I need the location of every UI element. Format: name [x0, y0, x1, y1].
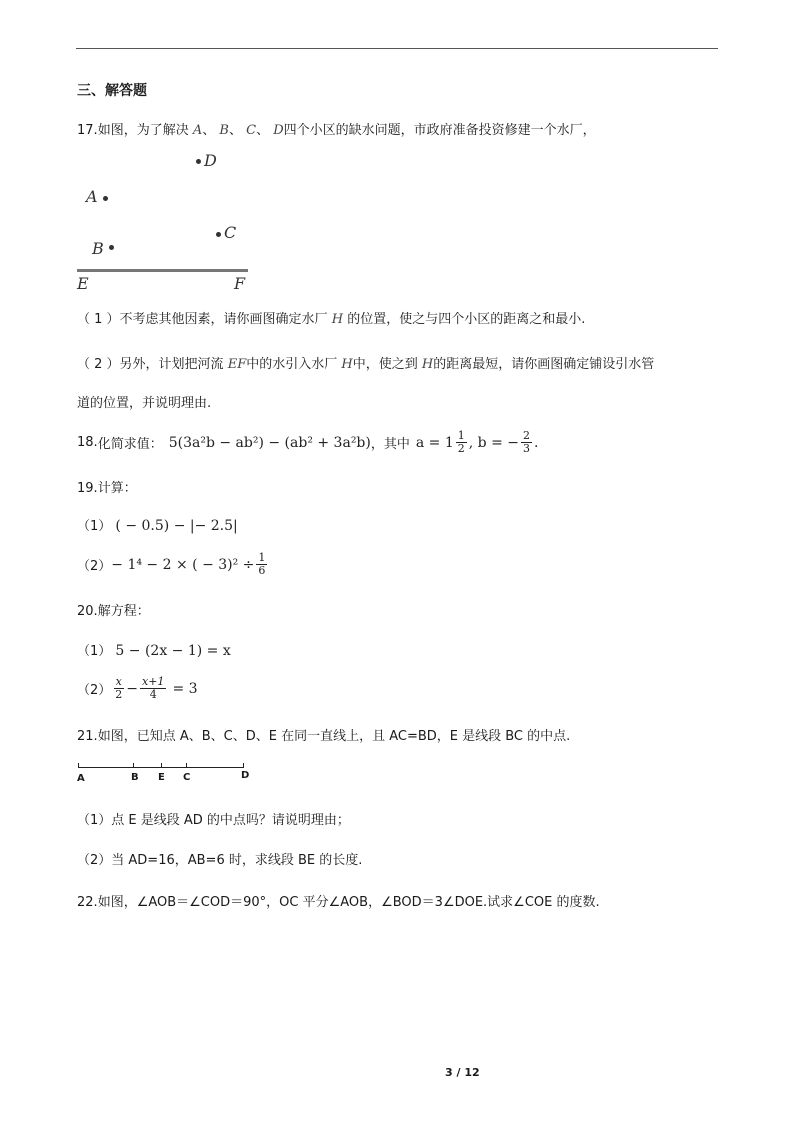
- q22-statement: [77, 891, 600, 910]
- q17-label-e: E: [77, 274, 89, 293]
- q17-dot-c: [216, 232, 221, 237]
- q17-part2-label: （ 2 ）: [77, 357, 120, 372]
- q20-part2-fraction-2: [140, 676, 166, 701]
- q17-part2-h1: H: [341, 357, 353, 372]
- q17-label-b: B: [92, 239, 104, 258]
- q21-tick-c: [186, 763, 187, 768]
- q19-part2-denominator: 6: [258, 564, 266, 577]
- q17-dot-b: [109, 245, 114, 250]
- q17-statement: [77, 119, 596, 138]
- q21-label-e: E: [158, 772, 165, 783]
- q19-part2: [77, 552, 269, 577]
- q17-part2-text-a: 另外，计划把河流: [119, 357, 224, 372]
- q17-dot-d: [196, 159, 201, 164]
- q21-statement: [77, 725, 570, 744]
- q17-point-a: A: [192, 123, 203, 138]
- q18-b-value: , b = −: [468, 434, 519, 451]
- q20-part2-minus: −: [126, 680, 139, 697]
- q21-label-a: A: [77, 773, 85, 784]
- q17-intro-b: 四个小区的缺水问题，市政府准备投资修建一个水厂，: [283, 123, 596, 138]
- q21-label-c: C: [183, 772, 191, 783]
- q17-part2-text-d: 的距离最短，请你画图确定铺设引水管: [433, 357, 655, 372]
- q17-dot-a: [103, 196, 108, 201]
- q18-text-b: ，其中: [370, 437, 410, 452]
- q18-b-fraction: [521, 430, 532, 455]
- q17-part1-label: （ 1 ）: [77, 312, 120, 327]
- q19-part2-expression: − 1⁴ − 2 × ( − 3)² ÷: [111, 556, 255, 573]
- q17-label-d: D: [204, 151, 217, 170]
- q19-part1-expression: ( − 0.5) − |− 2.5|: [115, 518, 238, 534]
- q18-end: .: [534, 434, 539, 451]
- q17-label-f: F: [234, 274, 246, 293]
- q17-part1: [77, 308, 585, 327]
- q20-text: 解方程：: [97, 604, 150, 619]
- q18-expression: 5(3a²b − ab²) − (ab² + 3a²b): [168, 434, 371, 451]
- q21-label-b: B: [131, 772, 139, 783]
- q18-statement: [77, 430, 538, 455]
- q20-part1: [77, 640, 231, 659]
- q17-label-c: C: [224, 223, 237, 242]
- q18-a-numerator: 1: [457, 429, 465, 442]
- q17-point-c: C: [246, 123, 257, 138]
- q21-tick-e: [161, 763, 162, 768]
- q20-f2-numerator: x+1: [142, 675, 165, 688]
- q17-sep-2: 、: [228, 123, 242, 138]
- q17-part1-h: H: [331, 312, 344, 327]
- q18-number: 18.: [77, 435, 98, 450]
- q22-text: 如图，∠AOB＝∠COD＝90°，OC 平分∠AOB，∠BOD＝3∠DOE.试求∠COE 的度数.: [97, 895, 600, 910]
- q17-part2-text-b: 中的水引入水厂: [246, 357, 338, 372]
- q20-part2-equals: = 3: [172, 680, 198, 697]
- q17-sep-3: 、: [256, 123, 270, 138]
- q20-number: 20.: [77, 604, 98, 619]
- q20-part2-label: （2）: [77, 683, 112, 698]
- q17-label-a: A: [86, 187, 98, 206]
- q18-a-denominator: 2: [457, 442, 465, 455]
- q20-part1-expression: 5 − (2x − 1) = x: [115, 643, 231, 659]
- q18-text-a: 化简求值：: [97, 437, 163, 452]
- q22-number: 22.: [77, 895, 98, 910]
- q20-part1-label: （1）: [77, 644, 112, 659]
- q17-part2-text-c: 中，使之到: [352, 357, 418, 372]
- q19-statement: [77, 477, 137, 496]
- q20-statement: [77, 600, 150, 619]
- q20-f2-denominator: 4: [149, 688, 157, 701]
- q19-part1: [77, 515, 238, 534]
- q17-part2-line2: 道的位置，并说明理由.: [77, 396, 212, 411]
- q21-tick-b: [133, 763, 134, 768]
- top-rule: [76, 48, 718, 49]
- q17-point-b: B: [219, 123, 229, 138]
- q21-label-d: D: [241, 770, 250, 781]
- q17-part1-text-a: 不考虑其他因素，请你画图确定水厂: [119, 312, 328, 327]
- q18-a-value: a = 1: [415, 434, 454, 451]
- page-number: 3 / 12: [445, 1066, 480, 1079]
- q21-text: 如图，已知点 A、B、C、D、E 在同一直线上，且 AC=BD，E 是线段 BC 的中点.: [97, 729, 571, 744]
- q20-part2-fraction-1: [113, 676, 124, 701]
- q17-part2-line1: [77, 353, 654, 372]
- q19-part2-label: （2）: [77, 559, 112, 574]
- q18-b-denominator: 3: [523, 442, 530, 455]
- q19-part2-fraction: [256, 552, 267, 577]
- q17-sep-1: 、: [202, 123, 216, 138]
- q19-text: 计算：: [97, 481, 137, 496]
- q17-intro-a: 如图，为了解决: [97, 123, 189, 138]
- q20-part2: [77, 676, 198, 701]
- q17-part2-h2: H: [421, 357, 434, 372]
- q20-f1-denominator: 2: [115, 688, 123, 701]
- q21-number: 21.: [77, 729, 98, 744]
- q17-part2-ef: EF: [227, 357, 247, 372]
- q21-tick-d: [243, 763, 244, 768]
- q17-river-line: [77, 269, 248, 272]
- q18-a-fraction: [456, 430, 467, 455]
- section-heading: 三、解答题: [77, 83, 147, 99]
- q17-number: 17.: [77, 123, 98, 138]
- q19-part2-numerator: 1: [258, 551, 266, 564]
- q18-b-numerator: 2: [523, 429, 530, 442]
- q21-tick-a: [78, 763, 79, 768]
- q21-part2: （2）当 AD=16，AB=6 时，求线段 BE 的长度.: [77, 853, 363, 868]
- q17-part1-text-b: 的位置，使之与四个小区的距离之和最小.: [347, 312, 586, 327]
- q21-part1: （1）点 E 是线段 AD 的中点吗？请说明理由；: [77, 813, 350, 828]
- q19-number: 19.: [77, 481, 98, 496]
- q20-f1-numerator: x: [115, 675, 122, 688]
- q17-point-d: D: [273, 123, 284, 138]
- q19-part1-label: （1）: [77, 519, 112, 534]
